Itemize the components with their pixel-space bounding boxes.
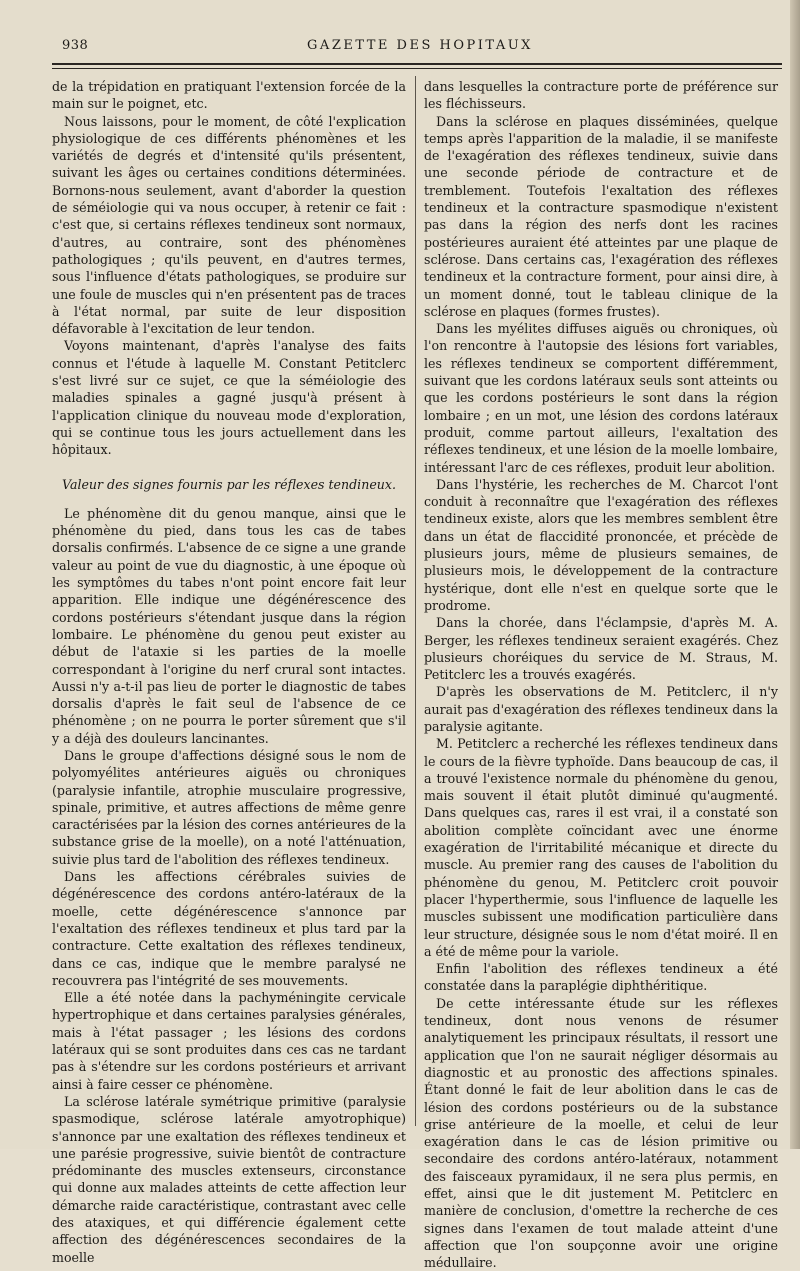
paragraph: La sclérose latérale symétrique primitive (paralysie spasmodique, sclérose latérale amyotrophique) s'annonce par une exaltation des réflexes tendineux et une parésie progressive, suivie bientôt de contracture prédominante des muscles extenseurs, circonstance qui donne aux malades atteints de cette affection leur démarche raide caractéristique, contrastant avec celle des ataxiques, et qui différencie également cette affection des dégénérescences secondaires de la moelle (52, 1093, 406, 1265)
paragraph: dans lesquelles la contracture porte de préférence sur les fléchisseurs. (424, 79, 778, 112)
section-heading: Valeur des signes fournis par les réflexes tendineux. (62, 476, 396, 492)
header-rule-thick (52, 63, 782, 65)
paragraph: Enfin l'abolition des réflexes tendineux a été constatée dans la paraplégie diphthéritique. (424, 961, 778, 994)
paragraph: Elle a été notée dans la pachyméningite cervicale hypertrophique et dans certaines paralysies générales, mais à l'état passager ; les lésions des cordons latéraux qui se sont produites dans ces cas ne tardant pas à s'étendre sur les cordons postérieurs et arrivant ainsi à faire cesser ce phénomène. (52, 990, 406, 1092)
journal-title: GAZETTE DES HOPITAUX (307, 38, 533, 53)
left-column (52, 78, 406, 1266)
paragraph: D'après les observations de M. Petitclerc, il n'y aurait pas d'exagération des réflexes tendineux dans la paralysie agitante. (424, 684, 778, 734)
paragraph: Dans la chorée, dans l'éclampsie, d'après M. A. Berger, les réflexes tendineux seraient exagérés. Chez plusieurs choréiques du service de M. Straus, M. Petitclerc les a trouvés exagérés. (424, 615, 778, 683)
page-edge-shadow (790, 0, 800, 1149)
paragraph: de la trépidation en pratiquant l'extension forcée de la main sur le poignet, etc. (52, 79, 406, 112)
header-rule-thin (52, 68, 782, 69)
right-column (424, 78, 778, 1271)
paragraph: Dans le groupe d'affections désigné sous le nom de polyomyélites antérieures aiguës ou chroniques (paralysie infantile, atrophie musculaire progressive, spinale, primitive, et autres affections de même genre caractérisées par la lésion des cornes antérieures de la substance grise de la moelle), on a noté l'atténuation, suivie plus tard de l'abolition des réflexes tendineux. (52, 747, 406, 867)
page-header (62, 38, 778, 58)
column-divider (415, 76, 416, 1126)
paragraph: M. Petitclerc a recherché les réflexes tendineux dans le cours de la fièvre typhoïde. Dans beaucoup de cas, il a trouvé l'existence normale du phénomène du genou, mais souvent il était plutôt diminué qu'augmenté. Dans quelques cas, rares il est vrai, il a constaté son abolition complète coïncidant avec une énorme exagération de l'irritabilité mécanique et directe du muscle. Au premier rang des causes de l'abolition du phénomène du genou, M. Petitclerc croit pouvoir placer l'hyperthermie, sous l'influence de laquelle les muscles subissent une modification particulière dans leur structure, désignée sous le nom d'état moiré. Il en a été de même pour la variole. (424, 736, 778, 959)
paragraph: De cette intéressante étude sur les réflexes tendineux, dont nous venons de résumer analytiquement les principaux résultats, il ressort une application que l'on ne saurait négliger désormais au diagnostic et au pronostic des affections spinales. Étant donné le fait de leur abolition dans le cas de lésion des cordons postérieurs ou de la substance grise antérieure de la moelle, et celui de leur exagération dans le cas de lésion primitive ou secondaire des cordons antéro-latéraux, notamment des faisceaux pyramidaux, il ne sera plus permis, en effet, ainsi que le dit justement M. Petitclerc en manière de conclusion, d'omettre la recherche de ces signes dans l'examen de tout malade atteint d'une affection que l'on soupçonne avoir une origine médullaire. (424, 995, 778, 1271)
paragraph: Le phénomène dit du genou manque, ainsi que le phénomène du pied, dans tous les cas de tabes dorsalis confirmés. L'absence de ce signe a une grande valeur au point de vue du diagnostic, à une époque où les symptômes du tabes n'ont point encore fait leur apparition. Elle indique une dégénérescence des cordons postérieurs s'étendant jusque dans la région lombaire. Le phénomène du genou peut exister au début de l'ataxie si les parties de la moelle correspondant à l'origine du nerf crural sont intactes. Aussi n'y a-t-il pas lieu de porter le diagnostic de tabes dorsalis d'après le fait seul de l'absence de ce phénomène ; on ne pourra le porter sûrement que s'il y a déjà des douleurs lancinantes. (52, 505, 406, 746)
paragraph: Nous laissons, pour le moment, de côté l'explication physiologique de ces différents phénomènes et les variétés de degrés et d'intensité qu'ils présentent, suivant les âges ou certaines conditions déterminées. Bornons-nous seulement, avant d'aborder la question de séméiologie qui va nous occuper, à retenir ce fait : c'est que, si certains réflexes tendineux sont normaux, d'autres, au contraire, sont des phénomènes pathologiques ; qu'ils peuvent, en d'autres termes, sous l'influence d'états pathologiques, se produire sur une foule de muscles qui n'en présentent pas de traces à l'état normal, par suite de leur disposition défavorable à l'excitation de leur tendon. (52, 113, 406, 337)
paragraph: Dans les affections cérébrales suivies de dégénérescence des cordons antéro-latéraux de la moelle, cette dégénérescence s'annonce par l'exaltation des réflexes tendineux et plus tard par la contracture. Cette exaltation des réflexes tendineux, dans ce cas, indique que le membre paralysé ne recouvrera pas l'intégrité de ses mouvements. (52, 869, 406, 988)
paragraph: Dans la sclérose en plaques disséminées, quelque temps après l'apparition de la maladie, il se manifeste de l'exagération des réflexes tendineux, suivie dans une seconde période de contracture et de tremblement. Toutefois l'exaltation des réflexes tendineux et la contracture spasmodique n'existent pas dans la région des nerfs dont les racines postérieures auraient été atteintes par une plaque de sclérose. Dans certains cas, l'exagération des réflexes tendineux et la contracture forment, pour ainsi dire, à un moment donné, tout le tableau clinique de la sclérose en plaques (formes frustes). (424, 113, 778, 319)
paragraph: Voyons maintenant, d'après l'analyse des faits connus et l'étude à laquelle M. Constant Petitclerc s'est livré sur ce sujet, ce que la séméiologie des maladies spinales a gagné jusqu'à présent à l'application clinique du nouveau mode d'exploration, qui se continue tous les jours actuellement dans les hôpitaux. (52, 338, 406, 458)
paragraph: Dans l'hystérie, les recherches de M. Charcot l'ont conduit à reconnaître que l'exagération des réflexes tendineux existe, alors que les membres semblent être dans un état de flaccidité prononcée, et précède de plusieurs jours, même de plusieurs semaines, de plusieurs mois, le développement de la contracture hystérique, dont elle n'est en quelque sorte que le prodrome. (424, 476, 778, 613)
page-number: 938 (62, 38, 89, 53)
paragraph: Dans les myélites diffuses aiguës ou chroniques, où l'on rencontre à l'autopsie des lésions fort variables, les réflexes tendineux se comportent différemment, suivant que les cordons latéraux seuls sont atteints ou que les cordons postérieurs le sont dans la région lombaire ; en un mot, une lésion des cordons latéraux produit, comme partout ailleurs, l'exaltation des réflexes tendineux, et une lésion de la moelle lombaire, intéressant l'arc de ces réflexes, produit leur abolition. (424, 321, 778, 475)
